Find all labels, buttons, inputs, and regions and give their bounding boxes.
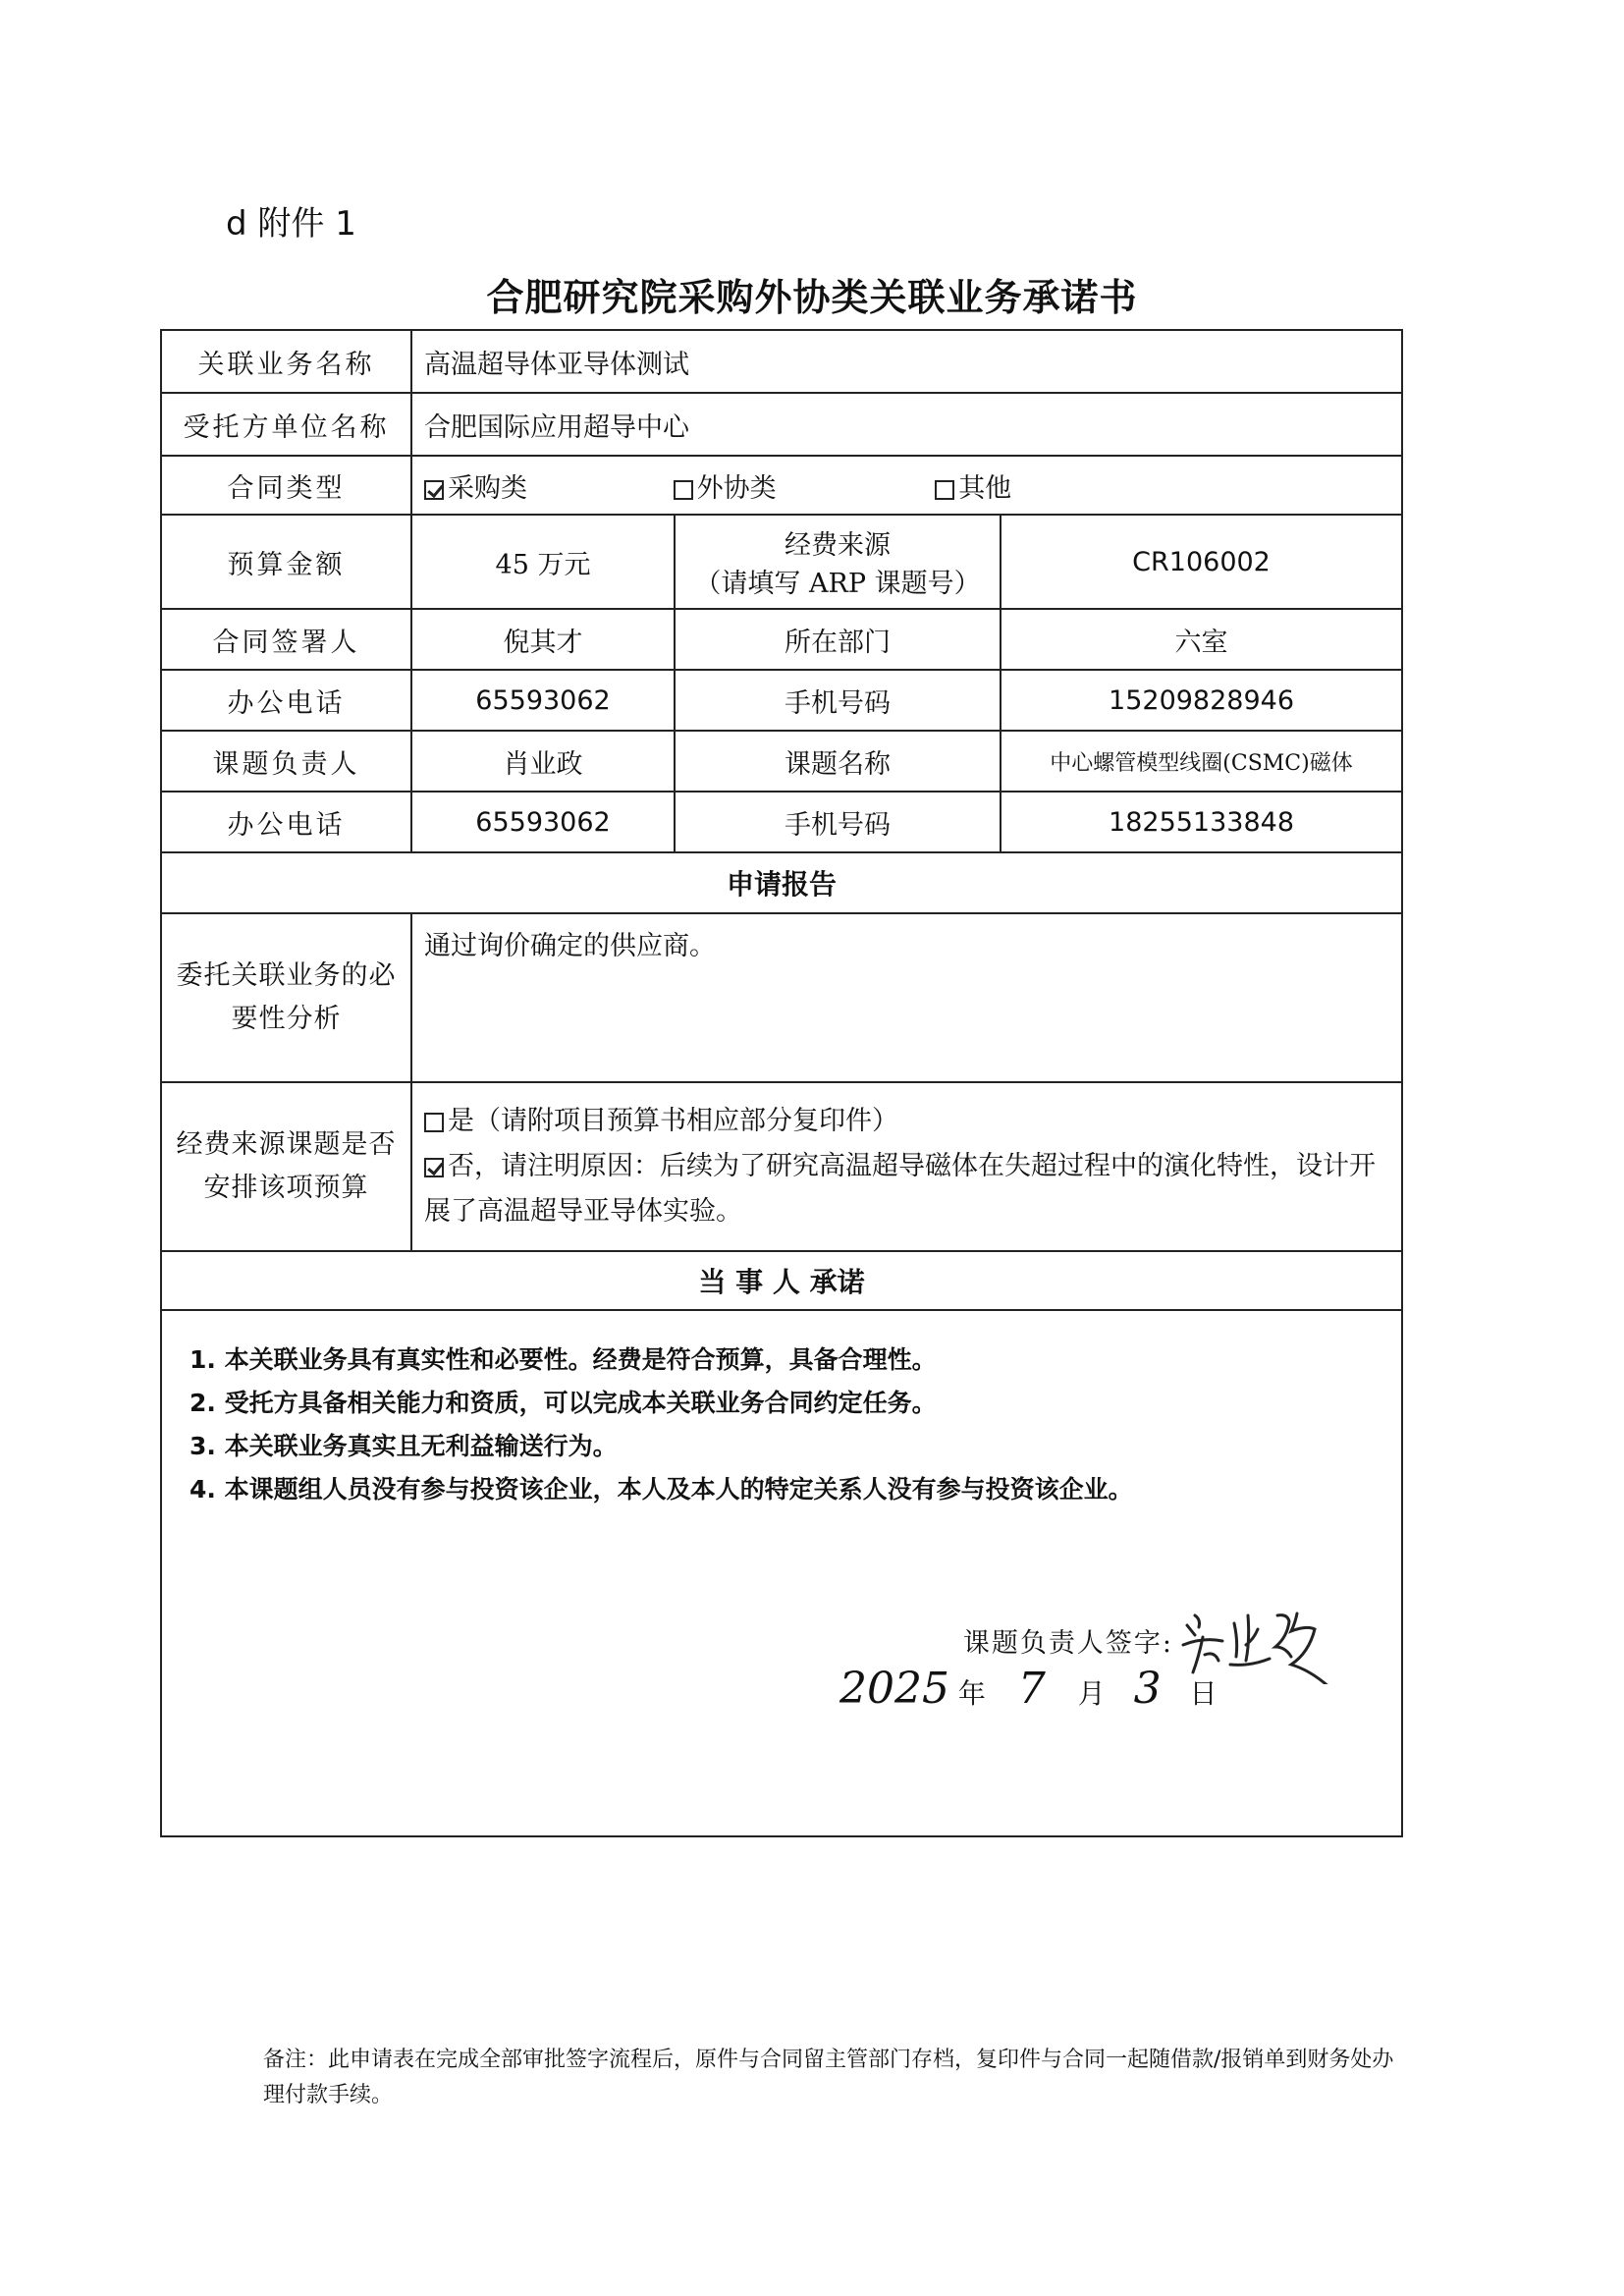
funding-source-hint: （请填写 ARP 课题号）	[694, 569, 981, 599]
row-entrusted-unit	[161, 393, 1402, 456]
checkbox-checked-icon[interactable]	[424, 1158, 444, 1177]
label-mobile-1: 手机号码	[675, 670, 1001, 731]
option-yes-label: 是（请附项目预算书相应部分复印件）	[448, 1106, 898, 1136]
option-outsourcing[interactable]	[674, 466, 927, 505]
label-project-name: 课题名称	[675, 731, 1001, 792]
row-office-phone-1	[161, 670, 1402, 731]
row-budget	[161, 515, 1402, 609]
checkbox-empty-icon[interactable]	[935, 480, 954, 500]
checkbox-checked-icon[interactable]	[424, 480, 444, 500]
checkbox-empty-icon[interactable]	[424, 1113, 444, 1132]
label-budget-arranged: 经费来源课题是否安排该项预算	[161, 1082, 411, 1251]
checkbox-empty-icon[interactable]	[674, 480, 693, 500]
value-project-name[interactable]: 中心螺管模型线圈(CSMC)磁体	[1001, 731, 1402, 792]
value-signer[interactable]: 倪其才	[411, 609, 675, 670]
commitment-body	[161, 1310, 1402, 1836]
row-signer	[161, 609, 1402, 670]
label-signer: 合同签署人	[161, 609, 411, 670]
date-day-char: 日	[1189, 1677, 1218, 1710]
value-entrusted-unit[interactable]: 合肥国际应用超导中心	[411, 393, 1402, 456]
option-yes[interactable]	[424, 1099, 1389, 1144]
row-necessity	[161, 913, 1402, 1082]
label-office-phone-2: 办公电话	[161, 792, 411, 852]
label-department: 所在部门	[675, 609, 1001, 670]
row-contract-type	[161, 456, 1402, 515]
row-commitment-header	[161, 1251, 1402, 1310]
attachment-label: d 附件 1	[226, 204, 356, 244]
value-funding-source[interactable]: CR106002	[1001, 515, 1402, 609]
value-business-name[interactable]: 高温超导体亚导体测试	[411, 330, 1402, 393]
signature-area	[162, 1511, 1401, 1835]
contract-type-options	[411, 456, 1402, 515]
option-purchase-label: 采购类	[448, 472, 527, 504]
label-funding-source	[675, 515, 1001, 609]
date-day: 3	[1133, 1664, 1162, 1714]
signature-date	[839, 1664, 1218, 1714]
value-office-phone-2[interactable]: 65593062	[411, 792, 675, 852]
row-project-leader	[161, 731, 1402, 792]
option-no-label: 否，请注明原因：后续为了研究高温超导磁体在失超过程中的演化特性，设计开展了高温超导亚导体实验。	[424, 1151, 1376, 1227]
date-month: 7	[1017, 1664, 1046, 1714]
value-mobile-1[interactable]: 15209828946	[1001, 670, 1402, 731]
value-department[interactable]: 六室	[1001, 609, 1402, 670]
funding-source-title: 经费来源	[785, 530, 891, 561]
budget-arranged-options	[411, 1082, 1402, 1251]
date-year-char: 年	[957, 1677, 986, 1710]
value-office-phone-1[interactable]: 65593062	[411, 670, 675, 731]
option-purchase[interactable]	[424, 466, 665, 505]
value-budget[interactable]: 45 万元	[411, 515, 675, 609]
date-month-char: 月	[1077, 1677, 1106, 1710]
value-mobile-2[interactable]: 18255133848	[1001, 792, 1402, 852]
value-project-leader[interactable]: 肖业政	[411, 731, 675, 792]
row-office-phone-2	[161, 792, 1402, 852]
label-office-phone-1: 办公电话	[161, 670, 411, 731]
commitment-item: 3. 本关联业务真实且无利益输送行为。	[189, 1432, 618, 1460]
label-necessity: 委托关联业务的必要性分析	[161, 913, 411, 1082]
application-report-header: 申请报告	[161, 852, 1402, 913]
footnote: 备注：此申请表在完成全部审批签字流程后，原件与合同留主管部门存档，复印件与合同一起随借款/报销单到财务处办理付款手续。	[263, 2048, 1394, 2107]
commitment-item: 4. 本课题组人员没有参与投资该企业，本人及本人的特定关系人没有参与投资该企业。	[189, 1475, 1133, 1503]
label-business-name: 关联业务名称	[161, 330, 411, 393]
row-budget-arranged	[161, 1082, 1402, 1251]
label-mobile-2: 手机号码	[675, 792, 1001, 852]
signature-label: 课题负责人签字:	[962, 1628, 1174, 1659]
date-year: 2025	[839, 1664, 949, 1714]
commitment-item: 2. 受托方具备相关能力和资质，可以完成本关联业务合同约定任务。	[189, 1389, 937, 1417]
option-outsourcing-label: 外协类	[696, 472, 777, 504]
option-no[interactable]	[424, 1144, 1389, 1234]
option-other-label: 其他	[958, 472, 1012, 504]
label-budget: 预算金额	[161, 515, 411, 609]
commitment-list	[162, 1339, 1401, 1511]
label-project-leader: 课题负责人	[161, 731, 411, 792]
row-commitment-body	[161, 1310, 1402, 1836]
row-business-name	[161, 330, 1402, 393]
option-other[interactable]	[935, 466, 1011, 505]
label-entrusted-unit: 受托方单位名称	[161, 393, 411, 456]
value-necessity[interactable]: 通过询价确定的供应商。	[411, 913, 1402, 1082]
row-application-header	[161, 852, 1402, 913]
commitment-form	[160, 329, 1403, 1837]
label-contract-type: 合同类型	[161, 456, 411, 515]
commitment-header: 当 事 人 承诺	[161, 1251, 1402, 1310]
document-title: 合肥研究院采购外协类关联业务承诺书	[486, 276, 1138, 319]
commitment-item: 1. 本关联业务具有真实性和必要性。经费是符合预算，具备合理性。	[189, 1345, 937, 1374]
